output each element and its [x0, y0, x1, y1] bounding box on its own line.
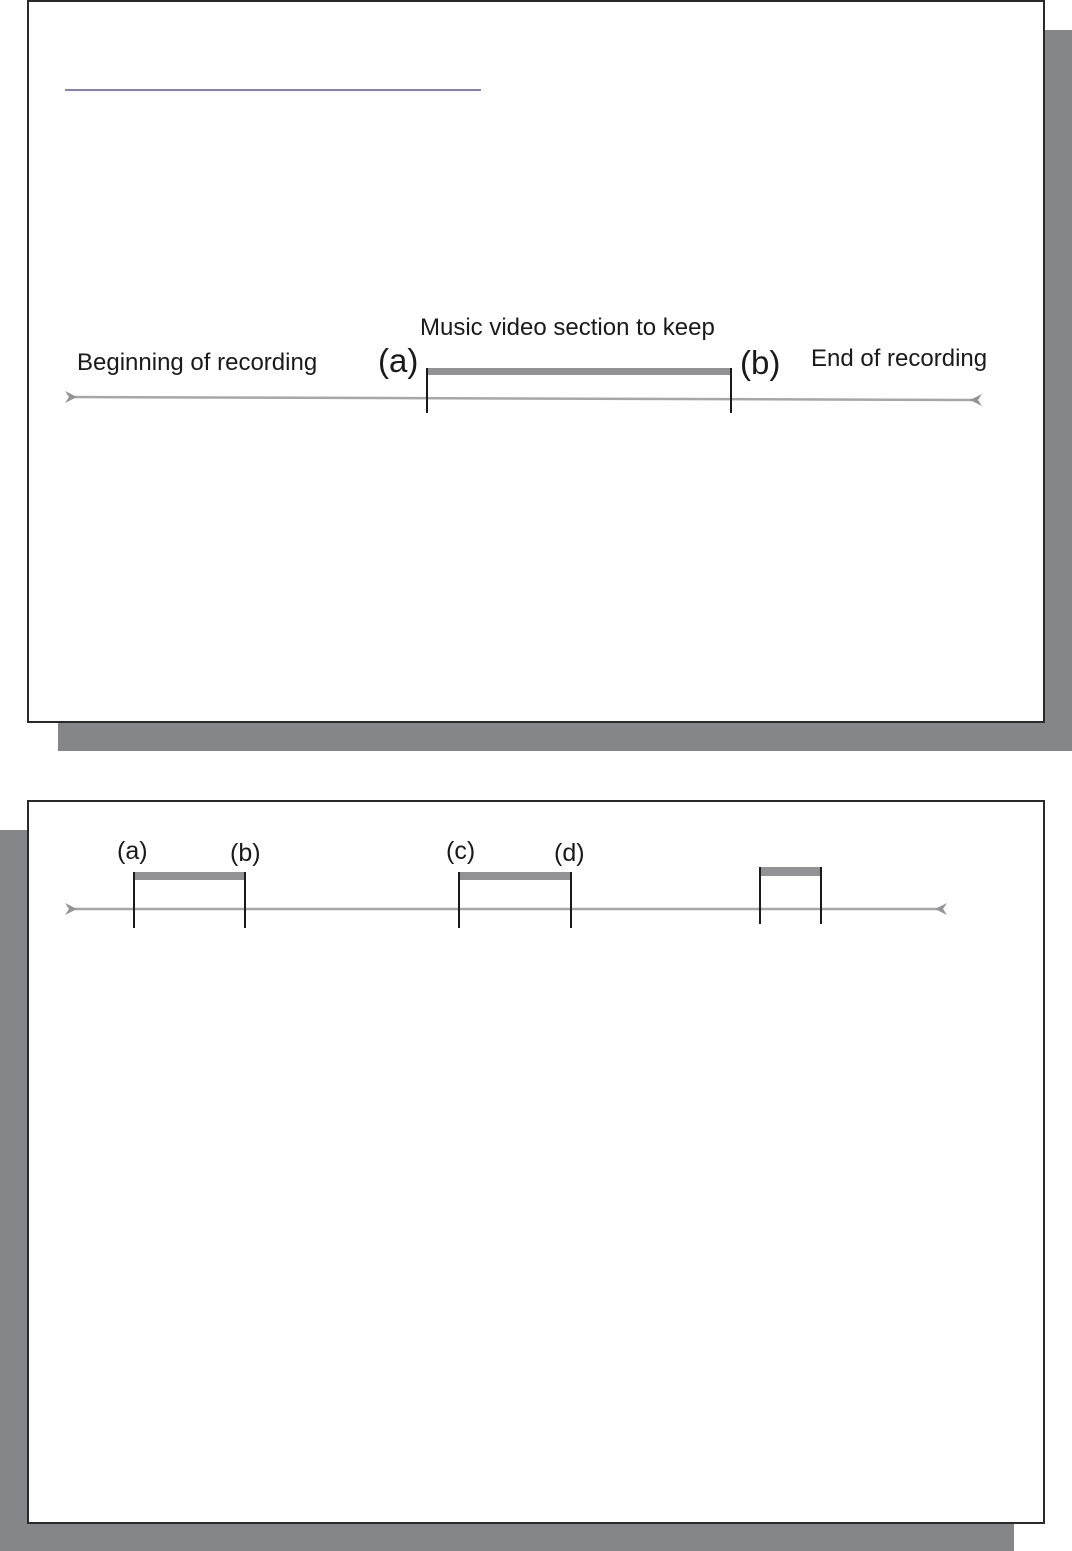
segment-2-start-label: (c) [446, 837, 476, 865]
arrowhead-icon [970, 394, 982, 406]
arrowhead-icon [935, 903, 947, 915]
multi-section-diagram [29, 802, 1043, 1522]
section-label: Music video section to keep [420, 314, 715, 341]
kept-section-bar-1 [133, 872, 245, 880]
kept-section-bar-2 [458, 872, 571, 880]
marker-b-label: (b) [740, 344, 781, 381]
segment-1-start-label: (a) [117, 837, 148, 865]
end-label: End of recording [811, 345, 988, 372]
kept-section-bar-3 [759, 867, 822, 876]
kept-section-bar [427, 368, 730, 375]
marker-a-label: (a) [378, 342, 419, 379]
single-section-diagram [29, 2, 1043, 721]
segment-2-end-label: (d) [554, 839, 585, 867]
diagram-panel-2 [27, 800, 1045, 1524]
beginning-label: Beginning of recording [77, 349, 318, 376]
arrow-tail-icon [65, 391, 77, 403]
recording-timeline [69, 397, 976, 400]
arrow-tail-icon [65, 903, 77, 915]
segment-1-end-label: (b) [230, 839, 261, 867]
diagram-panel-1 [27, 0, 1045, 723]
